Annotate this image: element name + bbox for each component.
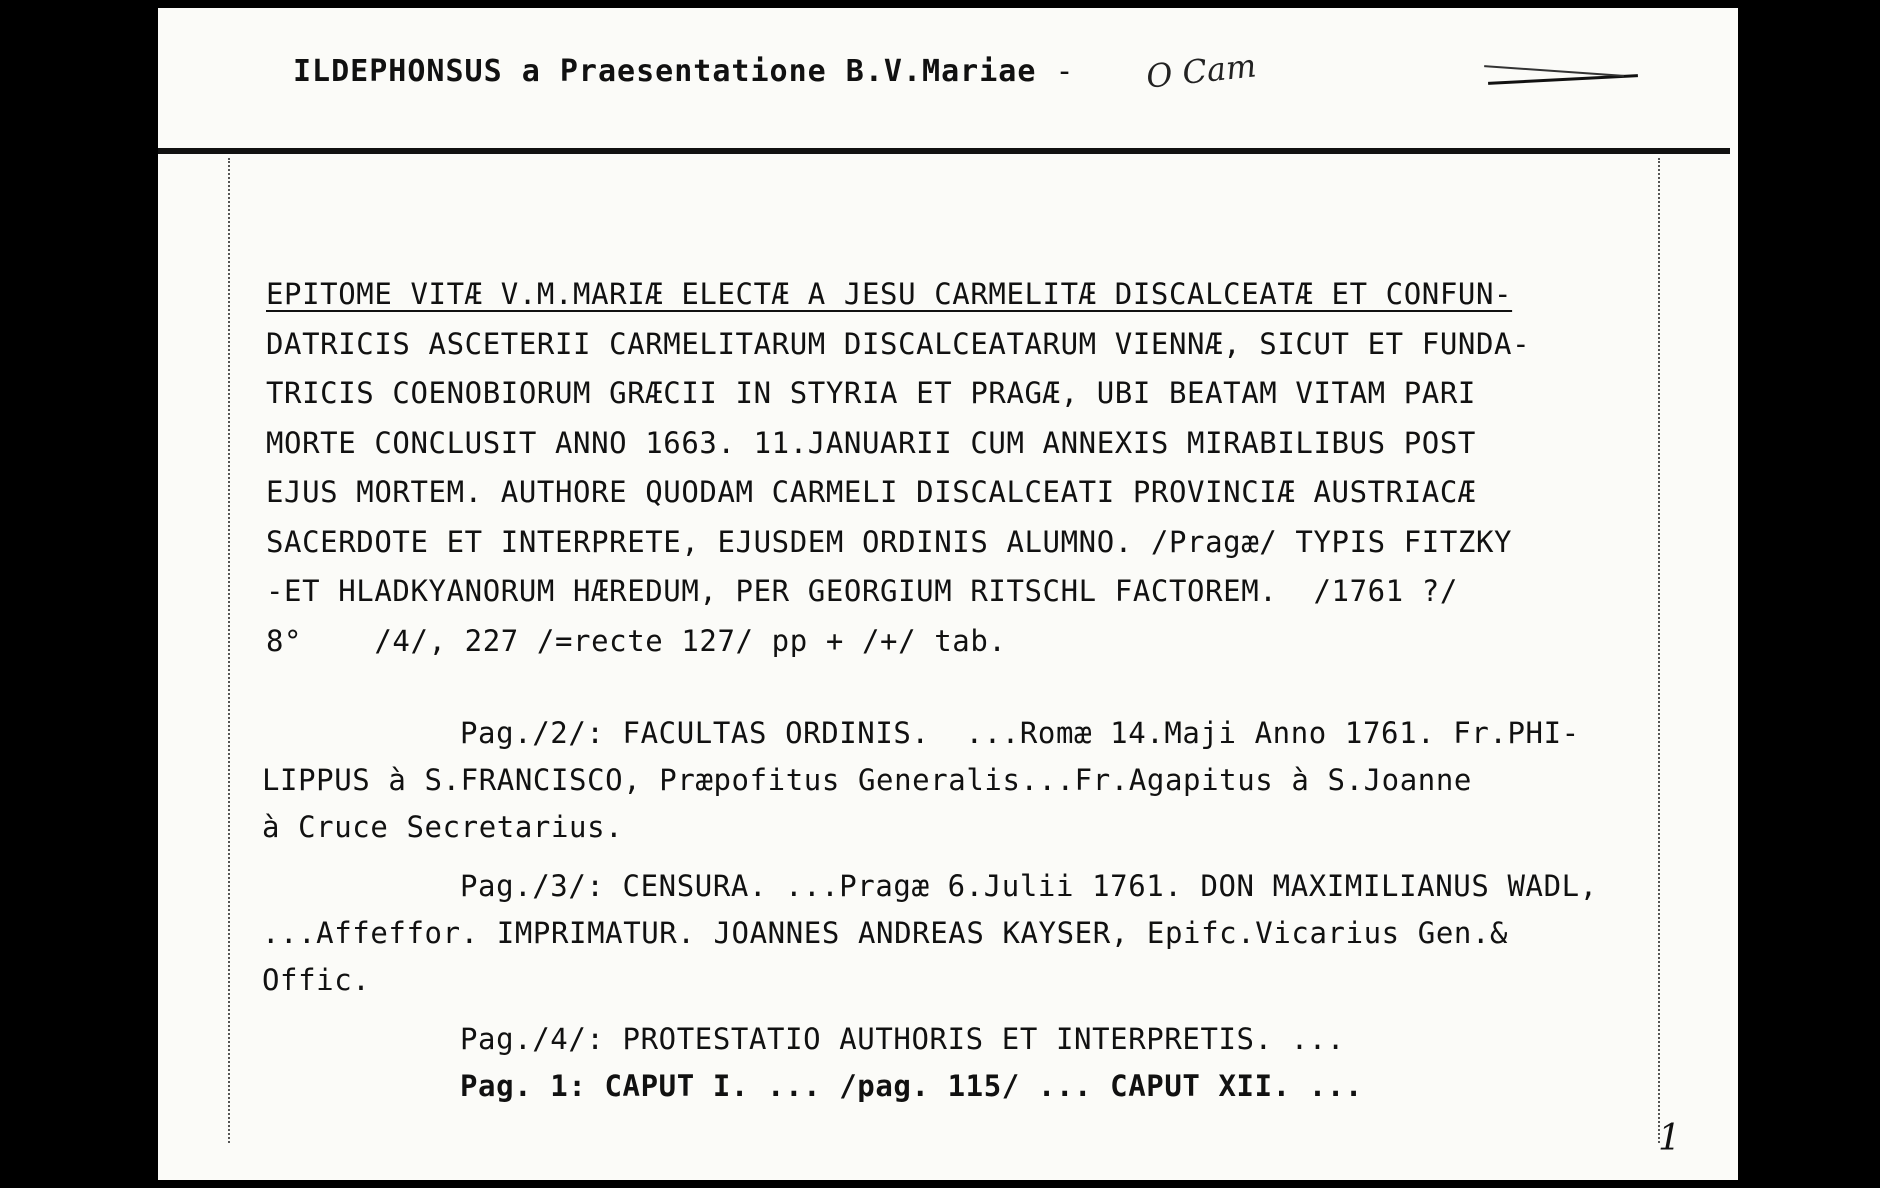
entry-censura-cont: Offic. (262, 963, 371, 997)
description-line-2: TRICIS COENOBIORUM GRÆCII IN STYRIA ET PRAGÆ, UBI BEATAM VITAM PARI (266, 376, 1476, 410)
heading-dash: - (1036, 54, 1094, 89)
description-line-6: -ET HLADKYANORUM HÆREDUM, PER GEORGIUM RITSCHL FACTOREM. /1761 ?/ (266, 574, 1458, 608)
entry-facultas-cont: à Cruce Secretarius. (262, 810, 624, 844)
description-line-3: MORTE CONCLUSIT ANNO 1663. 11.JANUARII CUM ANNEXIS MIRABILIBUS POST (266, 425, 1476, 460)
spacer (262, 851, 1682, 863)
description-line-1: DATRICIS ASCETERII CARMELITARUM DISCALCEATARUM VIENNÆ, SICUT ET FUNDA- (266, 326, 1531, 361)
title-description (266, 270, 1646, 666)
spacer (262, 1004, 1682, 1016)
card-page-number: 1 (1658, 1118, 1681, 1159)
author-heading: ILDEPHONSUS a Praesentatione B.V.Mariae (293, 54, 1037, 89)
card-heading (293, 54, 1094, 89)
entry-caput: Pag. 1: CAPUT I. ... /pag. 115/ ... CAPUT XII. ... (460, 1069, 1363, 1103)
header-rule (158, 148, 1730, 154)
contents-notes (262, 710, 1682, 1110)
description-line (266, 270, 1646, 320)
description-line-4: EJUS MORTEM. AUTHORE QUODAM CARMELI DISCALCEATI PROVINCIÆ AUSTRIACÆ (266, 475, 1476, 509)
description-line-5: SACERDOTE ET INTERPRETE, EJUSDEM ORDINIS ALUMNO. /Pragæ/ TYPIS FITZKY (266, 524, 1513, 559)
entry-protestatio: Pag./4/: PROTESTATIO AUTHORIS ET INTERPRETIS. ... (460, 1022, 1345, 1056)
catalog-card (158, 8, 1738, 1180)
description-line-0: EPITOME VITÆ V.M.MARIÆ ELECTÆ A JESU CARMELITÆ DISCALCEATÆ ET CONFUN- (266, 277, 1513, 311)
entry-censura-cont: ...Affeffor. IMPRIMATUR. JOANNES ANDREAS KAYSER, Epifc.Vicarius Gen.& (262, 916, 1509, 950)
entry-censura: Pag./3/: CENSURA. ...Pragæ 6.Julii 1761. DON MAXIMILIANUS WADL, (460, 869, 1598, 903)
collation-line: 8° /4/, 227 /=recte 127/ pp + /+/ tab. (266, 623, 1007, 658)
entry-facultas-cont: LIPPUS à S.FRANCISCO, Præpofitus Generalis...Fr.Agapitus à S.Joanne (262, 763, 1472, 797)
handwritten-note: O Cam (1144, 46, 1258, 96)
entry-facultas: Pag./2/: FACULTAS ORDINIS. ...Romæ 14.Maji Anno 1761. Fr.PHI- (460, 716, 1580, 750)
struck-out-mark (1478, 56, 1638, 96)
